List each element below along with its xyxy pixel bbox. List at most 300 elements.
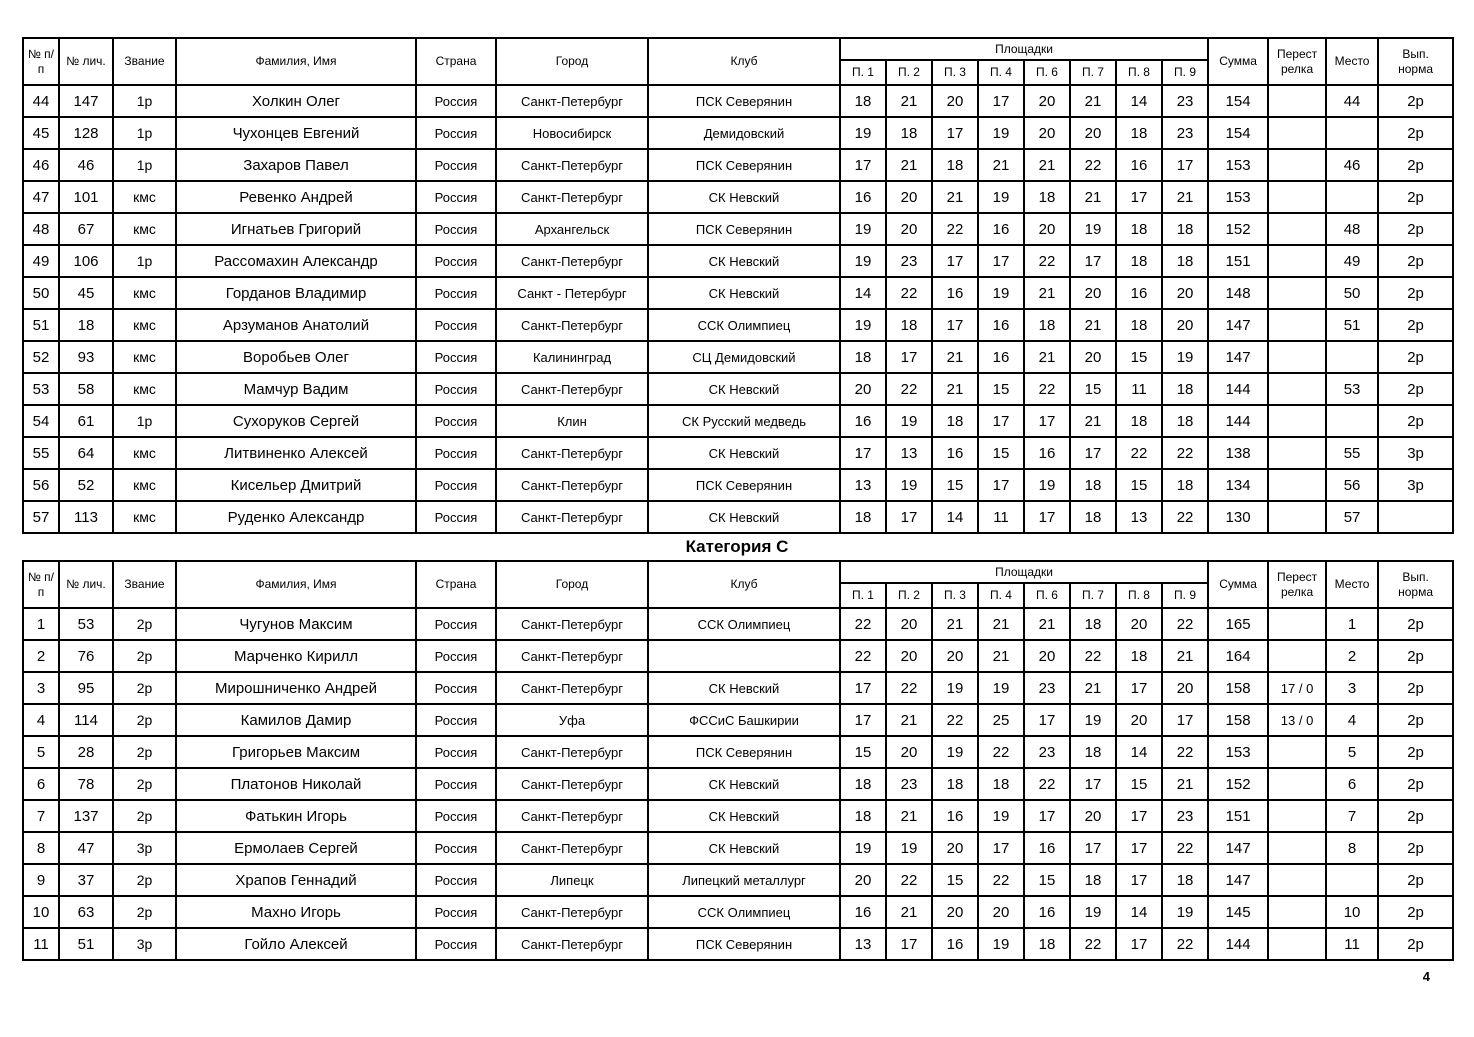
results-table-category-b xyxy=(22,37,1454,534)
cell-p7: 18 xyxy=(1070,608,1116,640)
cell-rank: 3р xyxy=(113,928,176,960)
cell-city: Санкт-Петербург xyxy=(496,640,648,672)
cell-rank: 2р xyxy=(113,768,176,800)
cell-shootoff xyxy=(1268,405,1326,437)
cell-sum: 151 xyxy=(1208,245,1268,277)
cell-norm: 2р xyxy=(1378,736,1453,768)
cell-country: Россия xyxy=(416,117,496,149)
cell-p1: 22 xyxy=(840,640,886,672)
cell-norm: 3р xyxy=(1378,469,1453,501)
cell-country: Россия xyxy=(416,181,496,213)
cell-p9: 23 xyxy=(1162,85,1208,117)
cell-p6: 22 xyxy=(1024,768,1070,800)
cell-bib: 37 xyxy=(59,864,113,896)
cell-p2: 20 xyxy=(886,213,932,245)
table-row xyxy=(23,501,1453,533)
cell-p1: 18 xyxy=(840,501,886,533)
cell-p4: 25 xyxy=(978,704,1024,736)
cell-rank: кмс xyxy=(113,373,176,405)
col-header-city: Город xyxy=(496,38,648,85)
cell-place xyxy=(1326,405,1378,437)
cell-p4: 21 xyxy=(978,640,1024,672)
col-header-norm: Вып. норма xyxy=(1378,38,1453,85)
cell-p6: 21 xyxy=(1024,341,1070,373)
cell-city: Архангельск xyxy=(496,213,648,245)
cell-rank: 2р xyxy=(113,736,176,768)
table-row xyxy=(23,405,1453,437)
col-header-p4: П. 4 xyxy=(978,583,1024,608)
cell-p9: 20 xyxy=(1162,277,1208,309)
cell-p6: 20 xyxy=(1024,640,1070,672)
cell-name: Литвиненко Алексей xyxy=(176,437,416,469)
cell-p3: 21 xyxy=(932,373,978,405)
cell-p8: 17 xyxy=(1116,800,1162,832)
table-row xyxy=(23,373,1453,405)
cell-norm: 2р xyxy=(1378,672,1453,704)
cell-p8: 15 xyxy=(1116,469,1162,501)
cell-p3: 20 xyxy=(932,85,978,117)
cell-bib: 67 xyxy=(59,213,113,245)
col-header-p9: П. 9 xyxy=(1162,60,1208,85)
cell-bib: 76 xyxy=(59,640,113,672)
cell-p8: 14 xyxy=(1116,896,1162,928)
cell-p3: 20 xyxy=(932,896,978,928)
cell-p6: 20 xyxy=(1024,213,1070,245)
cell-p1: 13 xyxy=(840,928,886,960)
table-row xyxy=(23,864,1453,896)
cell-p1: 17 xyxy=(840,149,886,181)
cell-shootoff xyxy=(1268,117,1326,149)
cell-p2: 22 xyxy=(886,277,932,309)
cell-p6: 17 xyxy=(1024,501,1070,533)
cell-sum: 147 xyxy=(1208,309,1268,341)
cell-city: Санкт-Петербург xyxy=(496,309,648,341)
cell-country: Россия xyxy=(416,832,496,864)
col-header-name: Фамилия, Имя xyxy=(176,38,416,85)
cell-place: 4 xyxy=(1326,704,1378,736)
cell-city: Санкт-Петербург xyxy=(496,832,648,864)
cell-country: Россия xyxy=(416,672,496,704)
table-row xyxy=(23,800,1453,832)
cell-p8: 18 xyxy=(1116,405,1162,437)
cell-rank: 2р xyxy=(113,608,176,640)
cell-p6: 17 xyxy=(1024,704,1070,736)
cell-p8: 11 xyxy=(1116,373,1162,405)
cell-name: Игнатьев Григорий xyxy=(176,213,416,245)
cell-p7: 17 xyxy=(1070,832,1116,864)
cell-p2: 18 xyxy=(886,309,932,341)
category-c-title: Категория С xyxy=(685,537,789,556)
cell-p3: 22 xyxy=(932,704,978,736)
cell-p3: 18 xyxy=(932,405,978,437)
cell-name: Кисельер Дмитрий xyxy=(176,469,416,501)
cell-name: Ермолаев Сергей xyxy=(176,832,416,864)
cell-place: 46 xyxy=(1326,149,1378,181)
cell-bib: 53 xyxy=(59,608,113,640)
cell-city: Новосибирск xyxy=(496,117,648,149)
cell-p7: 20 xyxy=(1070,117,1116,149)
cell-club: СК Невский xyxy=(648,832,840,864)
cell-sum: 165 xyxy=(1208,608,1268,640)
cell-country: Россия xyxy=(416,469,496,501)
cell-p4: 17 xyxy=(978,469,1024,501)
cell-p8: 16 xyxy=(1116,149,1162,181)
cell-p3: 19 xyxy=(932,672,978,704)
cell-p8: 20 xyxy=(1116,608,1162,640)
cell-bib: 113 xyxy=(59,501,113,533)
cell-bib: 128 xyxy=(59,117,113,149)
cell-num: 6 xyxy=(23,768,59,800)
cell-num: 50 xyxy=(23,277,59,309)
cell-p9: 18 xyxy=(1162,864,1208,896)
cell-p9: 18 xyxy=(1162,405,1208,437)
cell-num: 44 xyxy=(23,85,59,117)
cell-p8: 18 xyxy=(1116,245,1162,277)
cell-city: Санкт-Петербург xyxy=(496,181,648,213)
cell-p7: 20 xyxy=(1070,277,1116,309)
cell-shootoff: 13 / 0 xyxy=(1268,704,1326,736)
cell-city: Санкт-Петербург xyxy=(496,469,648,501)
cell-club: ПСК Северянин xyxy=(648,928,840,960)
cell-p2: 19 xyxy=(886,405,932,437)
cell-p8: 17 xyxy=(1116,181,1162,213)
cell-p7: 18 xyxy=(1070,501,1116,533)
table-row xyxy=(23,640,1453,672)
cell-bib: 58 xyxy=(59,373,113,405)
cell-city: Санкт-Петербург xyxy=(496,736,648,768)
cell-p9: 22 xyxy=(1162,437,1208,469)
cell-norm: 2р xyxy=(1378,85,1453,117)
cell-club: ПСК Северянин xyxy=(648,736,840,768)
table-row xyxy=(23,469,1453,501)
table-row xyxy=(23,341,1453,373)
cell-name: Сухоруков Сергей xyxy=(176,405,416,437)
cell-p1: 22 xyxy=(840,608,886,640)
cell-place: 44 xyxy=(1326,85,1378,117)
cell-norm: 2р xyxy=(1378,277,1453,309)
cell-club: СК Невский xyxy=(648,245,840,277)
cell-p9: 18 xyxy=(1162,213,1208,245)
cell-rank: 1р xyxy=(113,85,176,117)
cell-place: 11 xyxy=(1326,928,1378,960)
cell-p6: 18 xyxy=(1024,928,1070,960)
cell-city: Санкт-Петербург xyxy=(496,501,648,533)
cell-p3: 14 xyxy=(932,501,978,533)
cell-country: Россия xyxy=(416,277,496,309)
cell-shootoff xyxy=(1268,736,1326,768)
cell-p1: 14 xyxy=(840,277,886,309)
cell-rank: 2р xyxy=(113,672,176,704)
cell-rank: кмс xyxy=(113,181,176,213)
cell-p4: 21 xyxy=(978,149,1024,181)
cell-p1: 17 xyxy=(840,437,886,469)
cell-p2: 23 xyxy=(886,768,932,800)
cell-p6: 16 xyxy=(1024,437,1070,469)
cell-shootoff: 17 / 0 xyxy=(1268,672,1326,704)
cell-p2: 19 xyxy=(886,832,932,864)
cell-norm: 2р xyxy=(1378,405,1453,437)
cell-rank: 1р xyxy=(113,245,176,277)
cell-shootoff xyxy=(1268,149,1326,181)
cell-place: 49 xyxy=(1326,245,1378,277)
cell-shootoff xyxy=(1268,181,1326,213)
cell-p3: 15 xyxy=(932,469,978,501)
cell-p2: 17 xyxy=(886,928,932,960)
cell-bib: 137 xyxy=(59,800,113,832)
cell-p2: 20 xyxy=(886,608,932,640)
cell-p1: 20 xyxy=(840,373,886,405)
cell-shootoff xyxy=(1268,640,1326,672)
cell-p8: 16 xyxy=(1116,277,1162,309)
cell-country: Россия xyxy=(416,928,496,960)
cell-p8: 20 xyxy=(1116,704,1162,736)
cell-norm: 2р xyxy=(1378,608,1453,640)
cell-p3: 21 xyxy=(932,181,978,213)
cell-rank: 2р xyxy=(113,896,176,928)
cell-city: Санкт-Петербург xyxy=(496,149,648,181)
cell-p8: 17 xyxy=(1116,672,1162,704)
cell-p3: 22 xyxy=(932,213,978,245)
cell-club: СК Невский xyxy=(648,181,840,213)
cell-p6: 17 xyxy=(1024,800,1070,832)
cell-name: Чухонцев Евгений xyxy=(176,117,416,149)
col-header-bib: № лич. xyxy=(59,561,113,608)
cell-sum: 158 xyxy=(1208,672,1268,704)
cell-p8: 15 xyxy=(1116,768,1162,800)
cell-p2: 21 xyxy=(886,704,932,736)
cell-shootoff xyxy=(1268,277,1326,309)
cell-city: Санкт-Петербург xyxy=(496,800,648,832)
cell-p4: 19 xyxy=(978,181,1024,213)
cell-p9: 18 xyxy=(1162,469,1208,501)
cell-p9: 22 xyxy=(1162,736,1208,768)
cell-p7: 22 xyxy=(1070,928,1116,960)
cell-norm: 2р xyxy=(1378,245,1453,277)
cell-p3: 17 xyxy=(932,117,978,149)
col-header-num: № п/п xyxy=(23,561,59,608)
cell-num: 11 xyxy=(23,928,59,960)
cell-club: СК Невский xyxy=(648,437,840,469)
col-header-p6: П. 6 xyxy=(1024,583,1070,608)
cell-rank: 2р xyxy=(113,640,176,672)
cell-sum: 147 xyxy=(1208,832,1268,864)
cell-name: Храпов Геннадий xyxy=(176,864,416,896)
cell-p3: 17 xyxy=(932,245,978,277)
cell-country: Россия xyxy=(416,800,496,832)
cell-place xyxy=(1326,117,1378,149)
cell-shootoff xyxy=(1268,800,1326,832)
cell-bib: 46 xyxy=(59,149,113,181)
cell-shootoff xyxy=(1268,928,1326,960)
cell-p8: 18 xyxy=(1116,309,1162,341)
cell-rank: 1р xyxy=(113,149,176,181)
cell-p3: 20 xyxy=(932,640,978,672)
cell-club: Липецкий металлург xyxy=(648,864,840,896)
cell-p9: 17 xyxy=(1162,704,1208,736)
cell-p9: 21 xyxy=(1162,181,1208,213)
cell-norm: 2р xyxy=(1378,928,1453,960)
cell-num: 54 xyxy=(23,405,59,437)
cell-num: 56 xyxy=(23,469,59,501)
col-header-p1: П. 1 xyxy=(840,60,886,85)
cell-p9: 22 xyxy=(1162,608,1208,640)
cell-name: Воробьев Олег xyxy=(176,341,416,373)
cell-p3: 16 xyxy=(932,277,978,309)
cell-bib: 95 xyxy=(59,672,113,704)
cell-p2: 21 xyxy=(886,85,932,117)
cell-city: Клин xyxy=(496,405,648,437)
results-table-category-c xyxy=(22,560,1454,961)
cell-p7: 15 xyxy=(1070,373,1116,405)
cell-country: Россия xyxy=(416,640,496,672)
cell-sum: 147 xyxy=(1208,864,1268,896)
cell-rank: 2р xyxy=(113,704,176,736)
cell-p9: 17 xyxy=(1162,149,1208,181)
cell-rank: кмс xyxy=(113,341,176,373)
cell-bib: 52 xyxy=(59,469,113,501)
cell-p3: 16 xyxy=(932,437,978,469)
cell-norm: 2р xyxy=(1378,704,1453,736)
cell-p8: 18 xyxy=(1116,213,1162,245)
cell-name: Захаров Павел xyxy=(176,149,416,181)
cell-city: Санкт-Петербург xyxy=(496,928,648,960)
cell-place: 50 xyxy=(1326,277,1378,309)
cell-p1: 15 xyxy=(840,736,886,768)
cell-club: ССК Олимпиец xyxy=(648,309,840,341)
cell-p7: 18 xyxy=(1070,469,1116,501)
cell-p6: 19 xyxy=(1024,469,1070,501)
col-header-num: № п/п xyxy=(23,38,59,85)
cell-shootoff xyxy=(1268,864,1326,896)
cell-p4: 17 xyxy=(978,245,1024,277)
cell-shootoff xyxy=(1268,768,1326,800)
cell-rank: кмс xyxy=(113,213,176,245)
cell-p6: 23 xyxy=(1024,736,1070,768)
cell-p6: 16 xyxy=(1024,832,1070,864)
table-row xyxy=(23,736,1453,768)
cell-p1: 19 xyxy=(840,213,886,245)
cell-name: Чугунов Максим xyxy=(176,608,416,640)
cell-p7: 18 xyxy=(1070,864,1116,896)
cell-norm: 2р xyxy=(1378,181,1453,213)
col-header-p2: П. 2 xyxy=(886,583,932,608)
cell-country: Россия xyxy=(416,437,496,469)
cell-p1: 19 xyxy=(840,117,886,149)
cell-shootoff xyxy=(1268,608,1326,640)
cell-p1: 18 xyxy=(840,341,886,373)
cell-sum: 144 xyxy=(1208,928,1268,960)
cell-name: Руденко Александр xyxy=(176,501,416,533)
table-row xyxy=(23,149,1453,181)
cell-country: Россия xyxy=(416,405,496,437)
cell-norm xyxy=(1378,501,1453,533)
cell-p4: 15 xyxy=(978,373,1024,405)
cell-num: 49 xyxy=(23,245,59,277)
cell-p1: 18 xyxy=(840,768,886,800)
cell-place: 3 xyxy=(1326,672,1378,704)
cell-p4: 16 xyxy=(978,213,1024,245)
col-header-p7: П. 7 xyxy=(1070,583,1116,608)
cell-bib: 106 xyxy=(59,245,113,277)
cell-norm: 2р xyxy=(1378,309,1453,341)
cell-num: 53 xyxy=(23,373,59,405)
cell-norm: 2р xyxy=(1378,768,1453,800)
cell-p3: 19 xyxy=(932,736,978,768)
cell-city: Санкт-Петербург xyxy=(496,896,648,928)
cell-num: 51 xyxy=(23,309,59,341)
cell-rank: 3р xyxy=(113,832,176,864)
cell-club: ССК Олимпиец xyxy=(648,896,840,928)
col-header-p4: П. 4 xyxy=(978,60,1024,85)
table-row xyxy=(23,704,1453,736)
cell-num: 3 xyxy=(23,672,59,704)
col-header-sum: Сумма xyxy=(1208,38,1268,85)
cell-p7: 20 xyxy=(1070,800,1116,832)
cell-p4: 20 xyxy=(978,896,1024,928)
cell-city: Санкт-Петербург xyxy=(496,245,648,277)
col-header-p3: П. 3 xyxy=(932,60,978,85)
cell-p1: 17 xyxy=(840,672,886,704)
cell-name: Холкин Олег xyxy=(176,85,416,117)
cell-p6: 18 xyxy=(1024,309,1070,341)
cell-rank: кмс xyxy=(113,469,176,501)
cell-name: Рассомахин Александр xyxy=(176,245,416,277)
cell-club: ФССиС Башкирии xyxy=(648,704,840,736)
cell-p4: 22 xyxy=(978,736,1024,768)
cell-p9: 19 xyxy=(1162,896,1208,928)
cell-country: Россия xyxy=(416,736,496,768)
cell-shootoff xyxy=(1268,213,1326,245)
col-header-country: Страна xyxy=(416,561,496,608)
cell-shootoff xyxy=(1268,341,1326,373)
cell-p2: 22 xyxy=(886,373,932,405)
cell-p2: 22 xyxy=(886,864,932,896)
cell-p1: 18 xyxy=(840,85,886,117)
cell-p2: 23 xyxy=(886,245,932,277)
col-header-p3: П. 3 xyxy=(932,583,978,608)
cell-country: Россия xyxy=(416,896,496,928)
cell-p3: 18 xyxy=(932,768,978,800)
col-header-p6: П. 6 xyxy=(1024,60,1070,85)
cell-name: Горданов Владимир xyxy=(176,277,416,309)
cell-name: Мирошниченко Андрей xyxy=(176,672,416,704)
col-header-p2: П. 2 xyxy=(886,60,932,85)
cell-num: 1 xyxy=(23,608,59,640)
cell-place: 1 xyxy=(1326,608,1378,640)
cell-name: Гойло Алексей xyxy=(176,928,416,960)
cell-p2: 21 xyxy=(886,896,932,928)
cell-sum: 153 xyxy=(1208,736,1268,768)
table-row xyxy=(23,896,1453,928)
cell-place: 53 xyxy=(1326,373,1378,405)
cell-place: 5 xyxy=(1326,736,1378,768)
cell-p4: 16 xyxy=(978,309,1024,341)
cell-p6: 22 xyxy=(1024,245,1070,277)
cell-sum: 151 xyxy=(1208,800,1268,832)
cell-norm: 2р xyxy=(1378,373,1453,405)
cell-rank: кмс xyxy=(113,277,176,309)
table-row xyxy=(23,608,1453,640)
cell-p8: 13 xyxy=(1116,501,1162,533)
cell-club: СЦ Демидовский xyxy=(648,341,840,373)
page-number: 4 xyxy=(1422,969,1430,984)
cell-city: Санкт-Петербург xyxy=(496,768,648,800)
cell-shootoff xyxy=(1268,469,1326,501)
cell-place xyxy=(1326,864,1378,896)
cell-p4: 18 xyxy=(978,768,1024,800)
cell-sum: 144 xyxy=(1208,405,1268,437)
cell-num: 47 xyxy=(23,181,59,213)
